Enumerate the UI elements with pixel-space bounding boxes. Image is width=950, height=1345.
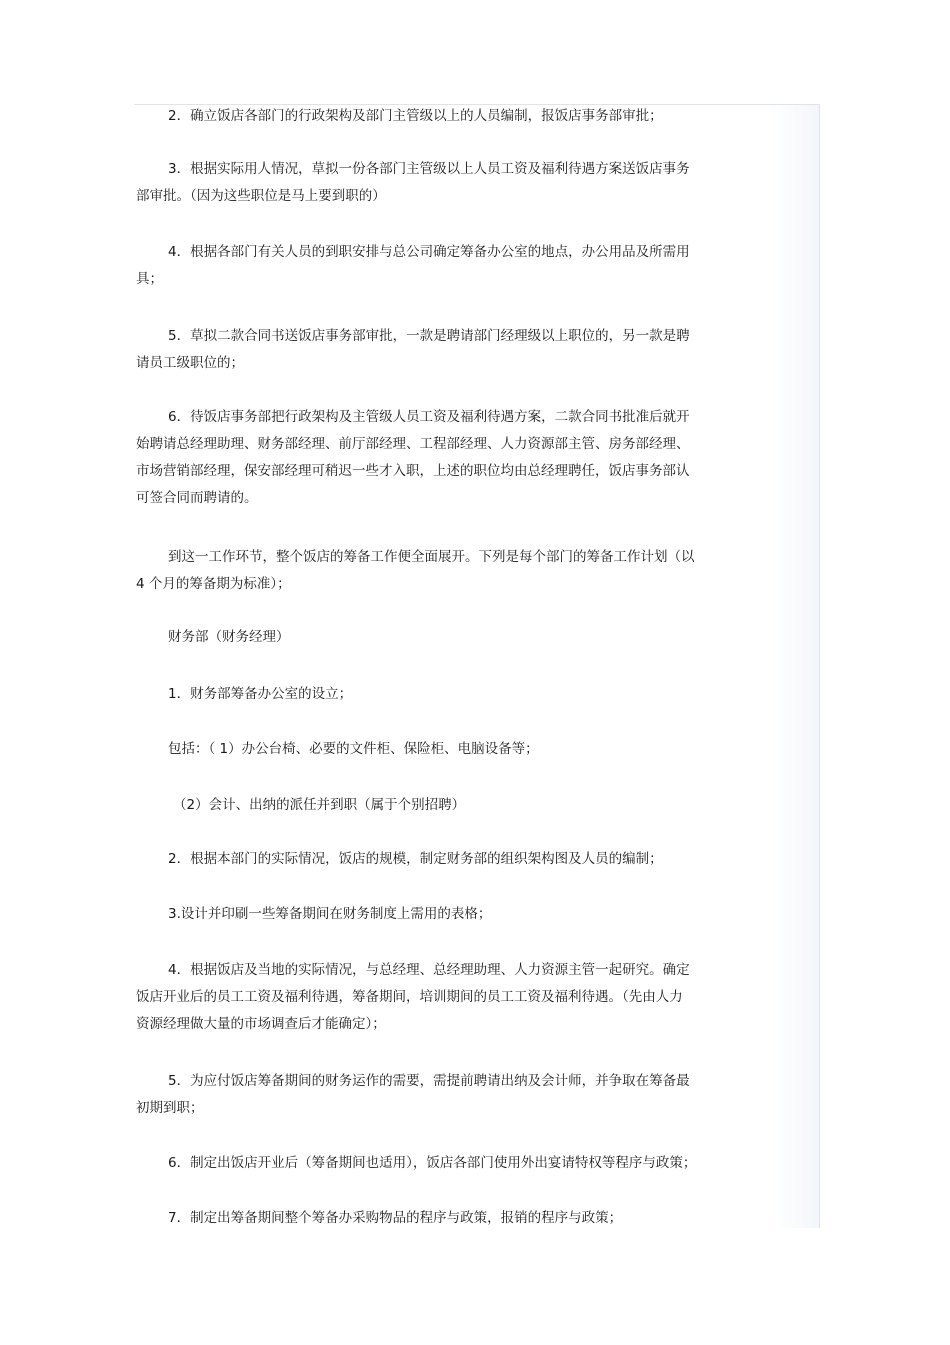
text-line: 4 个月的筹备期为标准）； (136, 576, 291, 592)
paragraph (136, 1205, 756, 1232)
text-line: 初期到职； (136, 1100, 204, 1116)
text-line: 始聘请总经理助理、财务部经理、前厅部经理、工程部经理、人力资源部主管、房务部经理、 (136, 436, 690, 452)
text-line: 到这一工作环节，整个饭店的筹备工作便全面展开。下列是每个部门的筹备工作计划（以 (168, 549, 695, 565)
text-line: 4．根据饭店及当地的实际情况，与总经理、总经理助理、人力资源主管一起研究。确定 (168, 962, 690, 978)
paragraph (136, 239, 756, 293)
text-line: 包括：（ 1）办公台椅、必要的文件柜、保险柜、电脑设备等； (168, 741, 539, 757)
text-line: 3．根据实际用人情况，草拟一份各部门主管级以上人员工资及福利待遇方案送饭店事务 (168, 161, 690, 177)
text-line: 可签合同而聘请的。 (136, 490, 258, 506)
paragraph (136, 404, 756, 512)
paragraph (136, 901, 756, 928)
text-line: 财务部（财务经理） (168, 629, 290, 645)
text-line: 4．根据各部门有关人员的到职安排与总公司确定筹备办公室的地点，办公用品及所需用 (168, 244, 690, 260)
text-line: 部审批。（因为这些职位是马上要到职的） (136, 188, 386, 204)
text-line: 5．草拟二款合同书送饭店事务部审批，一款是聘请部门经理级以上职位的，另一款是聘 (168, 328, 690, 344)
text-line: 3.设计并印刷一些筹备期间在财务制度上需用的表格； (168, 906, 492, 922)
text-line: 6．待饭店事务部把行政架构及主管级人员工资及福利待遇方案，二款合同书批准后就开 (168, 409, 690, 425)
section-heading (136, 624, 756, 651)
paragraph (136, 846, 756, 873)
text-line: 市场营销部经理，保安部经理可稍迟一些才入职，上述的职位均由总经理聘任，饭店事务部认 (136, 463, 690, 479)
text-line: 5．为应付饭店筹备期间的财务运作的需要，需提前聘请出纳及会计师，并争取在筹备最 (168, 1073, 690, 1089)
paragraph (136, 792, 756, 819)
text-line: 具； (136, 271, 163, 287)
paragraph (136, 544, 756, 598)
paragraph (136, 103, 756, 130)
paragraph (136, 736, 756, 763)
text-line: 7．制定出筹备期间整个筹备办采购物品的程序与政策，报销的程序与政策； (168, 1210, 623, 1226)
text-line: 饭店开业后的员工工资及福利待遇，筹备期间，培训期间的员工工资及福利待遇。（先由人力 (136, 989, 683, 1005)
paragraph (136, 957, 756, 1038)
text-line: 资源经理做大量的市场调查后才能确定）； (136, 1016, 386, 1032)
text-line: 1．财务部筹备办公室的设立； (168, 686, 353, 702)
paragraph (136, 681, 756, 708)
paragraph (136, 323, 756, 377)
paragraph (136, 156, 756, 210)
paragraph (136, 1150, 756, 1177)
text-line: （2）会计、出纳的派任并到职（属于个别招聘） (173, 797, 466, 813)
paragraph (136, 1068, 756, 1122)
text-line: 请员工级职位的； (136, 355, 244, 371)
text-line: 6．制定出饭店开业后（筹备期间也适用），饭店各部门使用外出宴请特权等程序与政策； (168, 1155, 697, 1171)
text-line: 2．确立饭店各部门的行政架构及部门主管级以上的人员编制，报饭店事务部审批； (168, 108, 663, 124)
text-line: 2．根据本部门的实际情况，饭店的规模，制定财务部的组织架构图及人员的编制； (168, 851, 663, 867)
